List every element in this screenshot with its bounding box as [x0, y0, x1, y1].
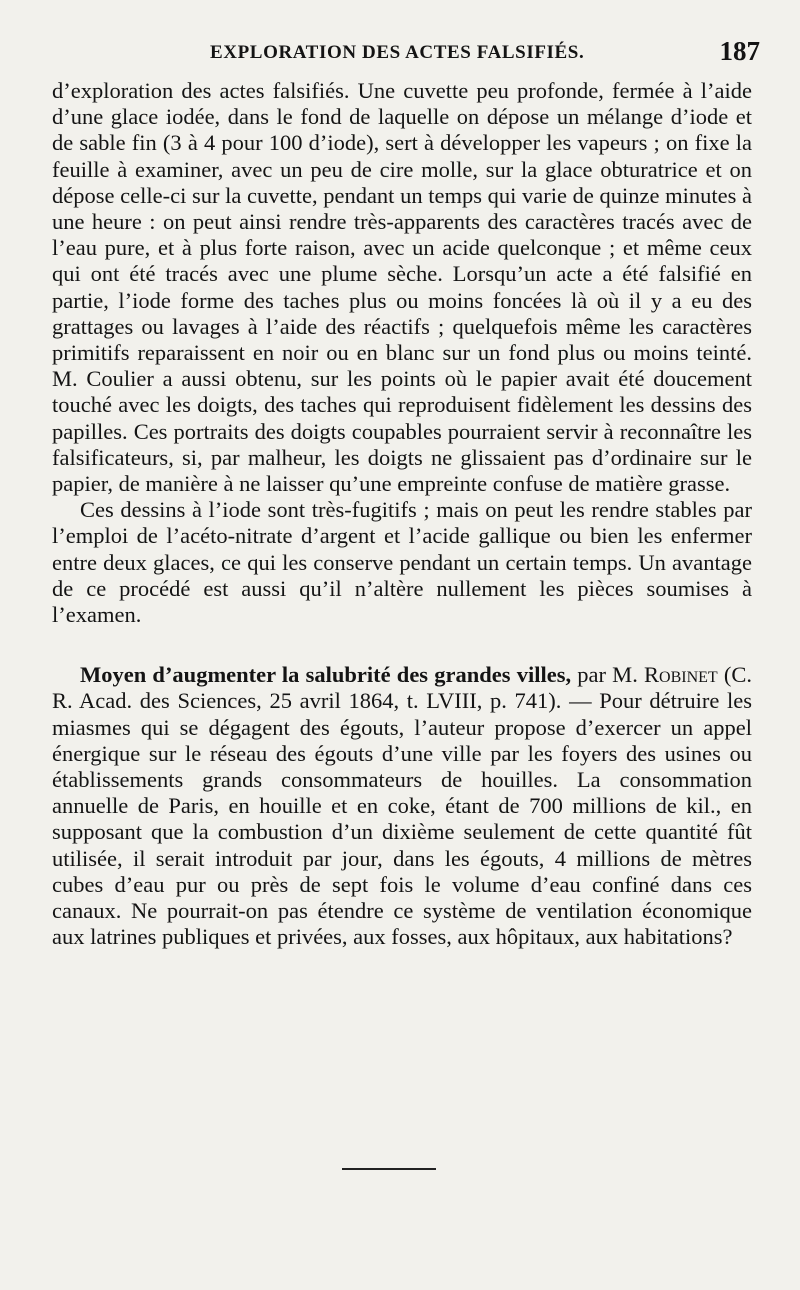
article-by: par M.	[577, 662, 638, 688]
paragraph: Ces dessins à l’iode sont très-fugitifs ; mais on peut les rendre stables par l’emploi de l’acéto-nitrate d’argent et l’acide gallique ou bien les enfermer entre deux glaces, ce qui les conserve pendant un certain temps. Un avantage de ce procédé est aussi qu’il n’altère nullement les pièces soumises à l’examen.	[52, 497, 752, 628]
article-entry	[52, 662, 752, 950]
body-text	[52, 78, 752, 951]
article-text: — Pour détruire les miasmes qui se dégagent des égouts, l’auteur propose d’exercer un appel énergique sur le réseau des égouts d’une ville par les foyers des usines ou établissements grands consommateurs de houilles. La consommation annuelle de Paris, en houille et en coke, étant de 700 millions de kil., en supposant que la combustion d’un dixième seulement de cette quantité fût utilisée, il serait introduit par jour, dans les égouts, 4 millions de mètres cubes d’eau pur ou près de sept fois le volume d’eau confiné dans ces canaux. Ne pourrait-on pas étendre ce système de ventilation économique aux latrines publiques et privées, aux fosses, aux hôpitaux, aux habitations?	[52, 688, 752, 950]
paragraph-continued: d’exploration des actes falsifiés. Une cuvette peu profonde, fermée à l’aide d’une glace iodée, dans le fond de laquelle on dépose un mélange d’iode et de sable fin (3 à 4 pour 100 d’iode), sert à développer les vapeurs ; on fixe la feuille à examiner, avec un peu de cire molle, sur la glace obturatrice et on dépose celle-ci sur la cuvette, pendant un temps qui varie de quinze minutes à une heure : on peut ainsi rendre très-apparents des caractères tracés avec de l’eau pure, et à plus forte raison, avec un acide quelconque ; et même ceux qui ont été tracés avec une plume sèche. Lorsqu’un acte a été falsifié en partie, l’iode forme des taches plus ou moins foncées là où il y a eu des grattages ou lavages à l’aide des réactifs ; quelquefois même les caractères primitifs reparaissent en noir ou en blanc sur un fond plus ou moins teinté. M. Coulier a aussi obtenu, sur les points où le papier avait été doucement touché avec les doigts, des taches qui reproduisent fidèlement les dessins des papilles. Ces portraits des doigts coupables pourraient servir à reconnaître les falsificateurs, si, par malheur, les doigts ne glissaient pas d’ordinaire sur le papier, de manière à ne laisser qu’une empreinte confuse de matière grasse.	[52, 78, 752, 497]
running-title: EXPLORATION DES ACTES FALSIFIÉS.	[210, 42, 585, 63]
closing-rule	[342, 1168, 436, 1170]
page-number: 187	[719, 36, 760, 66]
page-header	[40, 36, 760, 76]
article-author: Robinet	[644, 662, 718, 688]
article-citation: (C. R. Acad. des Sciences, 25 avril 1864, t. LVIII, p. 741).	[52, 662, 752, 714]
section-gap	[52, 628, 752, 662]
article-title: Moyen d’augmenter la salubrité des grandes villes,	[80, 662, 572, 688]
